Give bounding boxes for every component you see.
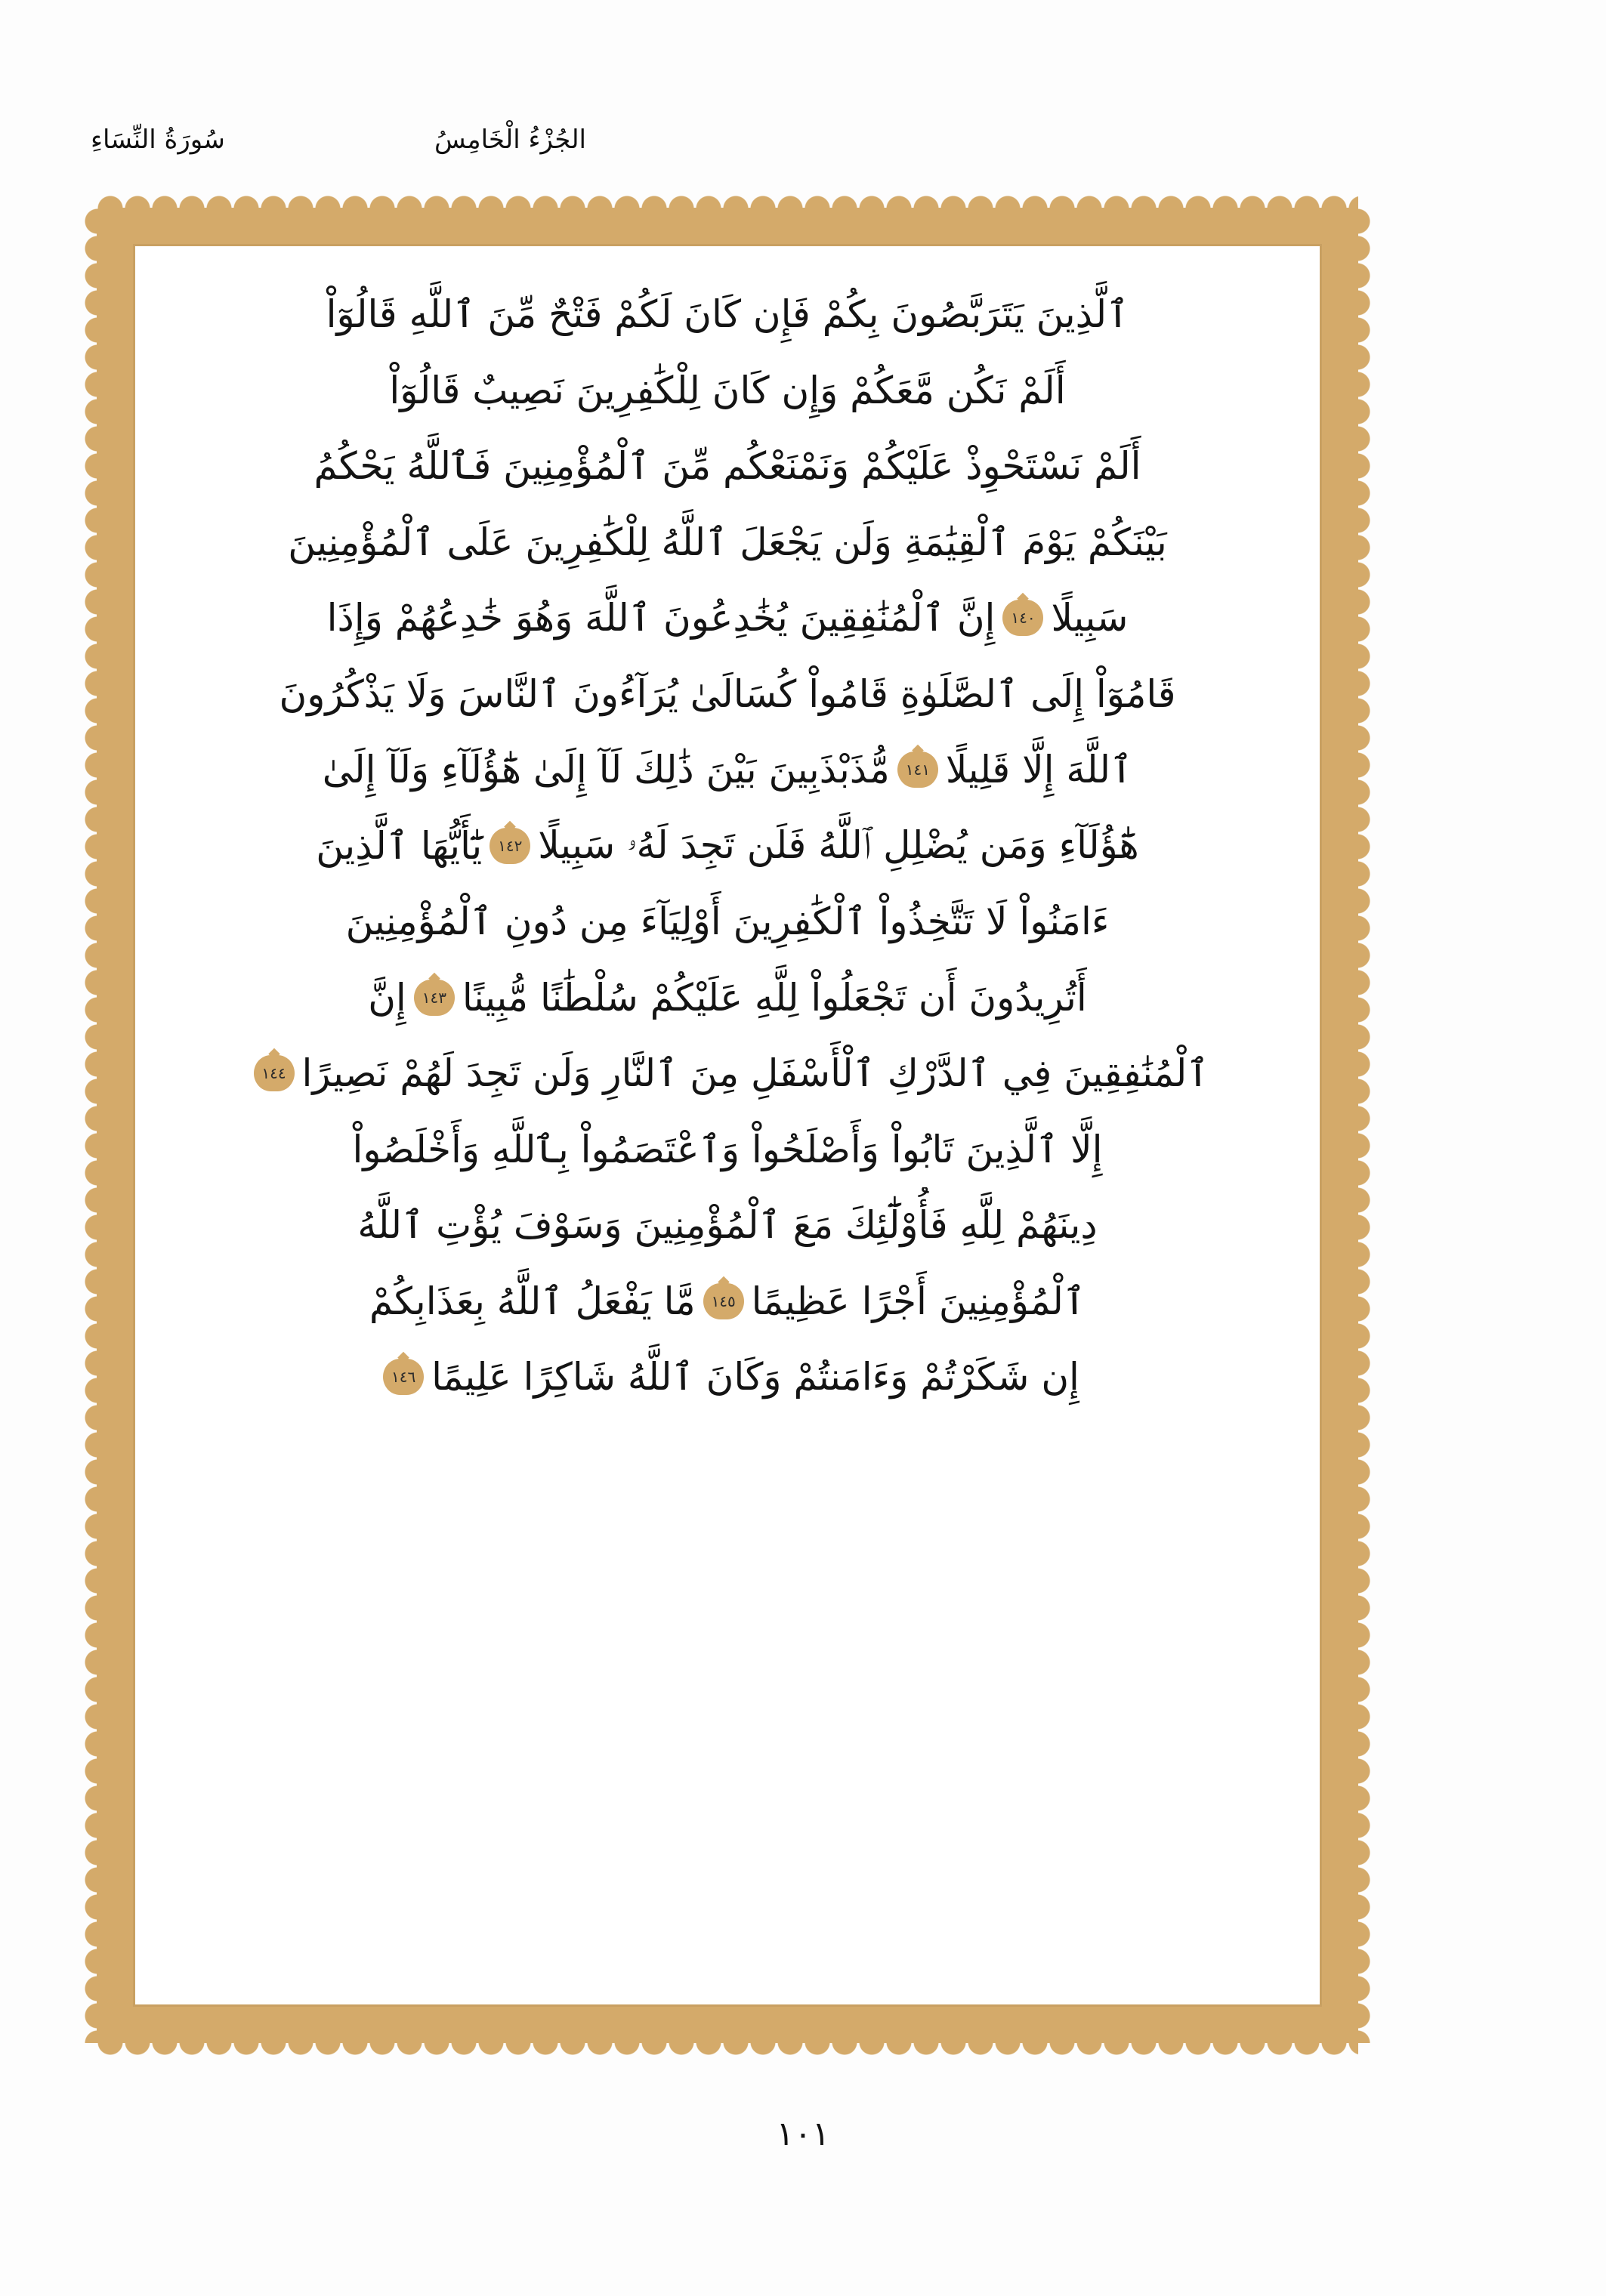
quran-text-segment: يَٰٓأَيُّهَا ٱلَّذِينَ: [316, 823, 483, 868]
scallop-bottom-ornament: [97, 2029, 1358, 2056]
scallop-right-ornament: [1344, 208, 1371, 2043]
quran-text-segment: ءَامَنُواْ لَا تَتَّخِذُواْ ٱلْكَٰفِرِينَ أَوْلِيَآءَ مِن دُونِ ٱلْمُؤْمِنِينَ: [345, 900, 1110, 944]
scallop-top-ornament: [97, 195, 1358, 222]
quran-line: [161, 428, 1294, 505]
ayah-number-marker: ١٤٣: [414, 980, 455, 1016]
page-header: [91, 113, 1515, 166]
ayah-number-marker: ١٤٠: [1002, 600, 1043, 636]
scallop-left-ornament: [84, 208, 111, 2043]
quran-text-segment: قَامُوٓاْ إِلَى ٱلصَّلَوٰةِ قَامُواْ كُسَالَىٰ يُرَآءُونَ ٱلنَّاسَ وَلَا يَذْكُرُونَ: [279, 671, 1176, 716]
quran-text-segment: إِلَّا ٱلَّذِينَ تَابُواْ وَأَصْلَحُواْ وَٱعْتَصَمُواْ بِٱللَّهِ وَأَخْلَصُواْ: [352, 1127, 1103, 1171]
quran-line: [161, 276, 1294, 353]
quran-line: [161, 505, 1294, 581]
quran-line: [161, 960, 1294, 1036]
quran-text-segment: إِنَّ: [368, 975, 406, 1020]
quran-text-segment: بَيْنَكُمْ يَوْمَ ٱلْقِيَٰمَةِ وَلَن يَجْعَلَ ٱللَّهُ لِلْكَٰفِرِينَ عَلَى ٱلْمُؤْمِنِينَ: [288, 520, 1167, 564]
quran-text-segment: مَّا يَفْعَلُ ٱللَّهُ بِعَذَابِكُمْ: [369, 1279, 696, 1323]
quran-line: [161, 1264, 1294, 1340]
quran-line: [161, 884, 1294, 960]
quran-text-segment: أَتُرِيدُونَ أَن تَجْعَلُواْ لِلَّهِ عَلَيْكُمْ سُلْطَٰنًا مُّبِينًا: [462, 975, 1087, 1020]
quran-text-segment: إِن شَكَرْتُمْ وَءَامَنتُمْ وَكَانَ ٱللَّهُ شَاكِرًا عَلِيمًا: [431, 1355, 1079, 1400]
ayah-number-marker: ١٤٢: [490, 828, 530, 864]
quran-text-segment: مُّذَبْذَبِينَ بَيْنَ ذَٰلِكَ لَآ إِلَىٰ هَٰٓؤُلَآءِ وَلَآ إِلَىٰ: [322, 748, 890, 792]
quran-text-block: [161, 276, 1294, 1982]
quran-text-segment: إِنَّ ٱلْمُنَٰفِقِينَ يُخَٰدِعُونَ ٱللَّهَ وَهُوَ خَٰدِعُهُمْ وَإِذَا: [326, 596, 996, 640]
surah-label: سُورَةُ النِّسَاءِ: [91, 125, 225, 155]
decorative-frame: [97, 208, 1358, 2043]
page-number: ١٠١: [776, 2115, 830, 2153]
quran-text-segment: ٱلْمُؤْمِنِينَ أَجْرًا عَظِيمًا: [751, 1279, 1086, 1323]
quran-text-segment: ٱلَّذِينَ يَتَرَبَّصُونَ بِكُمْ فَإِن كَانَ لَكُمْ فَتْحٌ مِّنَ ٱللَّهِ قَالُوٓاْ: [326, 292, 1129, 337]
quran-text-segment: دِينَهُمْ لِلَّهِ فَأُوْلَٰٓئِكَ مَعَ ٱلْمُؤْمِنِينَ وَسَوْفَ يُؤْتِ ٱللَّهُ: [357, 1203, 1098, 1248]
ayah-number-marker: ١٤٦: [383, 1359, 424, 1395]
quran-line: [161, 732, 1294, 808]
quran-line: [161, 808, 1294, 884]
ayah-number-marker: ١٤٥: [703, 1283, 744, 1319]
quran-text-segment: سَبِيلًا: [1051, 596, 1129, 640]
ayah-number-marker: ١٤٤: [254, 1055, 295, 1091]
quran-line: [161, 1339, 1294, 1415]
quran-line: [161, 353, 1294, 429]
quran-line: [161, 1035, 1294, 1112]
ayah-number-marker: ١٤١: [897, 751, 938, 788]
quran-text-segment: ٱللَّهَ إِلَّا قَلِيلًا: [945, 748, 1133, 792]
quran-text-segment: هَٰٓؤُلَآءِ وَمَن يُضْلِلِ ٱللَّهُ فَلَن تَجِدَ لَهُۥ سَبِيلًا: [538, 823, 1139, 868]
juz-label: الجُزْءُ الْخَامِسُ: [434, 125, 586, 155]
quran-text-segment: أَلَمْ نَكُن مَّعَكُمْ وَإِن كَانَ لِلْكَٰفِرِينَ نَصِيبٌ قَالُوٓاْ: [389, 368, 1066, 412]
quran-line: [161, 580, 1294, 656]
quran-text-segment: ٱلْمُنَٰفِقِينَ فِي ٱلدَّرْكِ ٱلْأَسْفَلِ مِنَ ٱلنَّارِ وَلَن تَجِدَ لَهُمْ نَصِيرًا: [301, 1051, 1209, 1096]
quran-line: [161, 1112, 1294, 1188]
quran-line: [161, 1187, 1294, 1264]
text-frame-inner: [133, 244, 1322, 2007]
quran-text-segment: أَلَمْ نَسْتَحْوِذْ عَلَيْكُمْ وَنَمْنَعْكُم مِّنَ ٱلْمُؤْمِنِينَ فَٱللَّهُ يَحْكُمُ: [313, 444, 1141, 489]
quran-line: [161, 656, 1294, 733]
